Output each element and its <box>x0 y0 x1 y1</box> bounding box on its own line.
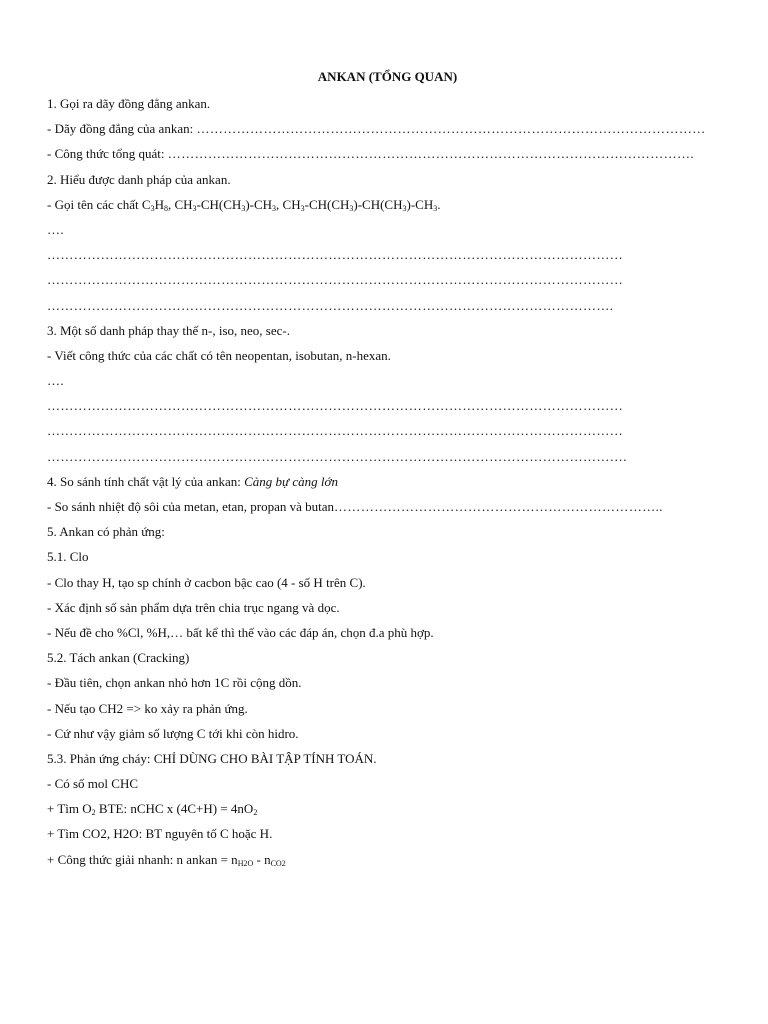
boiling-point-line <box>47 494 728 519</box>
subscript: 3 <box>192 203 197 213</box>
section-4-heading <box>47 469 728 494</box>
cracking-note-1: - Đầu tiên, chọn ankan nhỏ hơn 1C rồi cộng dồn. <box>47 675 302 691</box>
page-title: ANKAN (TỔNG QUAN) <box>317 69 458 84</box>
subscript: 8 <box>163 203 168 213</box>
subscript: 3 <box>150 203 155 213</box>
subsection-5-2-heading: 5.2. Tách ankan (Cracking) <box>47 650 190 666</box>
formula-text: , CH <box>167 196 193 212</box>
fill-in-dots: ………………………………………………………………………………………………………………… <box>47 423 624 439</box>
combustion-note-1: - Có số mol CHC <box>47 776 139 792</box>
chlorination-note-2: - Xác định số sản phẩm dựa trên chia trục ngang và dọc. <box>47 599 340 615</box>
formula-text: + Tìm O <box>47 801 92 817</box>
subscript: 2 <box>91 808 96 818</box>
formula-text: BTE: nCHC x (4C+H) = 4nO <box>95 801 254 817</box>
chlorination-note-3: - Nếu đề cho %Cl, %H,… bất kể thì thế vào các đáp án, chọn đ.a phù hợp. <box>47 624 434 640</box>
section-4-emphasis: Càng bự càng lớn <box>244 473 338 489</box>
subscript: 3 <box>433 203 438 213</box>
formula-text: )-CH(CH <box>353 196 403 212</box>
fill-in-dots: ………………………………………………………………………………………………………………… <box>47 247 624 263</box>
formula-text: - n <box>253 851 271 867</box>
cracking-note-3: - Cứ như vậy giảm số lượng C tới khi còn hidro. <box>47 725 299 741</box>
fill-in-dots: …. <box>47 373 65 389</box>
formula-text: H <box>154 196 164 212</box>
homologous-series-line <box>47 116 728 141</box>
general-formula-label: - Công thức tổng quát: <box>47 146 168 162</box>
combustion-note-2 <box>47 796 728 821</box>
fill-in-dots: ………………………………………………………………………………………………………………… <box>47 272 624 288</box>
section-5-heading: 5. Ankan có phản ứng: <box>47 524 165 540</box>
combustion-note-4 <box>47 847 728 872</box>
subscript: 3 <box>241 203 246 213</box>
cracking-note-2: - Nếu tạo CH2 => ko xảy ra phản ứng. <box>47 700 248 716</box>
section-4-heading-text: 4. So sánh tính chất vật lý của ankan: <box>47 473 245 489</box>
section-2-heading: 2. Hiểu được danh pháp của ankan. <box>47 171 231 187</box>
subscript: 3 <box>402 203 407 213</box>
subscript: 3 <box>272 203 277 213</box>
formula-text: , CH <box>276 196 301 212</box>
subsection-5-1-heading: 5.1. Clo <box>47 549 89 565</box>
fill-in-dots: ……………………………………………………………….. <box>334 499 663 514</box>
formula-text: -CH(CH <box>304 196 350 212</box>
subscript: H2O <box>237 858 254 868</box>
boiling-point-label: - So sánh nhiệt độ sôi của metan, etan, propan và butan <box>47 499 335 514</box>
chlorination-note-1: - Clo thay H, tạo sp chính ở cacbon bậc cao (4 - số H trên C). <box>47 574 366 590</box>
naming-task-line <box>47 192 728 217</box>
section-3-heading: 3. Một số danh pháp thay thế n-, iso, neo, sec-. <box>47 322 290 338</box>
section-1-heading: 1. Gọi ra dãy đồng đẳng ankan. <box>47 96 211 111</box>
subscript: 2 <box>253 808 258 818</box>
formula-text: )-CH <box>406 196 434 212</box>
fill-in-dots: …………………………………………………………………………………………………………………. <box>47 448 627 464</box>
subsection-5-3-heading: 5.3. Phản ứng cháy: CHỈ DÙNG CHO BÀI TẬP TÍNH TOÁN. <box>47 750 377 766</box>
fill-in-dots: …. <box>47 221 65 237</box>
subscript: 3 <box>349 203 354 213</box>
subscript: CO2 <box>270 858 286 868</box>
combustion-note-3: + Tìm CO2, H2O: BT nguyên tố C hoặc H. <box>47 826 273 842</box>
homologous-series-label: - Dãy đồng đẳng của ankan: <box>47 121 197 137</box>
formula-text: -CH(CH <box>196 196 242 212</box>
fill-in-dots: ………………………………………………………………………………………………………. <box>167 146 695 162</box>
formula-text: . <box>437 196 441 212</box>
formula-text: )-CH <box>245 196 273 212</box>
subscript: 3 <box>300 203 305 213</box>
fill-in-dots: ………………………………………………………………………………………………………………. <box>47 297 614 313</box>
fill-in-dots: …………………………………………………………………………………………………… <box>196 121 706 137</box>
general-formula-line <box>47 141 728 166</box>
formula-text: + Công thức giải nhanh: n ankan = n <box>47 851 238 867</box>
structural-formula-task: - Viết công thức của các chất có tên neopentan, isobutan, n-hexan. <box>47 347 391 363</box>
naming-task-prefix: - Gọi tên các chất C <box>47 196 151 212</box>
fill-in-dots: ………………………………………………………………………………………………………………… <box>47 398 624 414</box>
